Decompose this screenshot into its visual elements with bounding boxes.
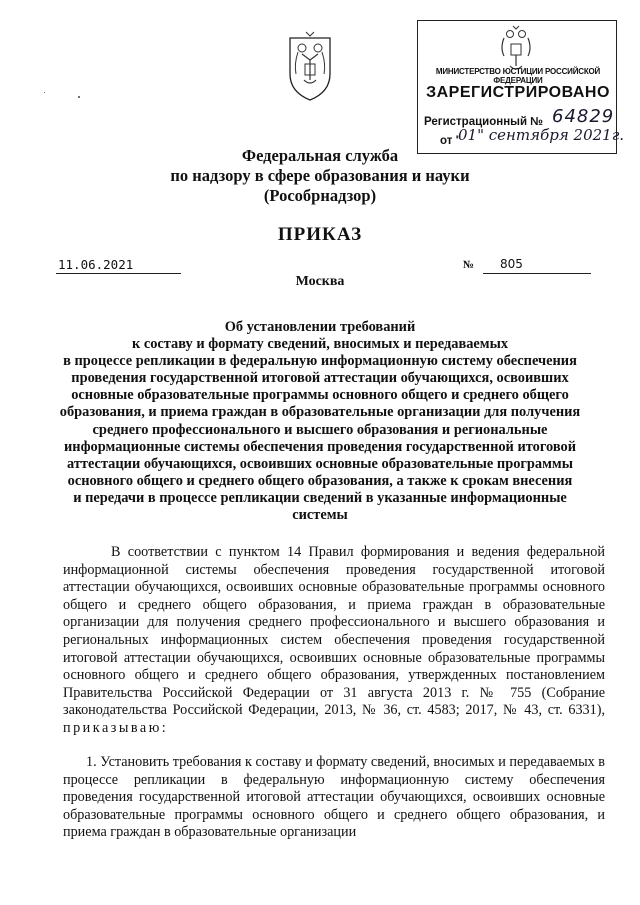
agency-header bbox=[0, 146, 640, 206]
scan-speck bbox=[44, 92, 45, 93]
scan-speck bbox=[78, 96, 80, 98]
subject-line: основные образовательные программы основного общего и среднего общего bbox=[71, 387, 569, 404]
stamp-ministry-name: МИНИСТЕРСТВО ЮСТИЦИИ РОССИЙСКОЙ ФЕДЕРАЦИИ bbox=[435, 67, 601, 85]
agency-line-2: по надзору в сфере образования и науки bbox=[170, 166, 470, 185]
order-date-field bbox=[56, 257, 181, 274]
subject-line: образования, и приема граждан в образовательные организации для получения bbox=[59, 404, 581, 421]
order-number: 805 bbox=[500, 257, 523, 271]
subject-line: системы bbox=[292, 507, 348, 524]
subject-line: проведения государственной итоговой аттестации обучающихся, освоивших bbox=[71, 370, 569, 387]
stamp-date-label: от " bbox=[440, 135, 462, 147]
coat-of-arms-emblem bbox=[284, 30, 336, 102]
order-subject bbox=[40, 319, 600, 524]
subject-line: аттестации обучающихся, освоивших основные образовательные программы bbox=[67, 455, 573, 472]
order-date: 11.06.2021 bbox=[58, 257, 134, 272]
subject-line: в процессе репликации в федеральную информационную систему обеспечения bbox=[63, 353, 577, 370]
subject-line: и передачи в процессе репликации сведений в указанные информационные bbox=[73, 489, 567, 506]
subject-line: основного общего и среднего общего образования, а также к срокам внесения bbox=[67, 472, 573, 489]
preamble-text: В соответствии с пунктом 14 Правил формирования и ведения федеральной информационной системы обеспечения проведения государственной итоговой аттестации обучающихся, освоивших основные образовательные программы основного общего и среднего общего образования, и приема граждан в образовательные организации для получения среднего профессионального и высшего образования и региональных информационных систем обеспечения проведения государственной итоговой аттестации обучающихся, освоивших основные образовательные программы основного общего и среднего общего образования, утвержденных постановлением Правительства Российской Федерации от 31 августа 2013 г. № 755 (Собрание законодательства Российской Федерации, 2013, № 36, ст. 4583; 2017, № 43, ст. 6331), bbox=[63, 544, 605, 719]
preamble-paragraph bbox=[63, 544, 605, 738]
order-directive: приказываю: bbox=[63, 719, 169, 736]
subject-line: среднего профессионального и высшего образования и региональные bbox=[92, 421, 548, 438]
subject-line: информационные системы обеспечения проведения государственной итоговой bbox=[64, 438, 576, 455]
stamp-registered: ЗАРЕГИСТРИРОВАНО bbox=[426, 84, 610, 101]
city: Москва bbox=[295, 274, 345, 289]
agency-line-1: Федеральная служба bbox=[241, 146, 399, 165]
subject-line: Об установлении требований bbox=[224, 319, 416, 335]
order-title: ПРИКАЗ bbox=[277, 224, 363, 245]
stamp-regno-value: 64829 bbox=[552, 106, 615, 127]
clause-1-paragraph: 1. Установить требования к составу и формату сведений, вносимых и передаваемых в процессе репликации в федеральную информационную систему обеспечения проведения государственной итоговой аттестации обучающихся, освоивших основные образовательные программы основного общего и среднего общего образования, и приема граждан в образовательные организации bbox=[63, 754, 605, 841]
order-number-field bbox=[483, 257, 591, 274]
order-number-label: № bbox=[463, 259, 475, 271]
agency-line-3: (Рособрнадзор) bbox=[263, 186, 377, 205]
stamp-date-value: 01" сентября 2021г. bbox=[458, 126, 625, 144]
stamp-regno-label: Регистрационный № bbox=[424, 116, 544, 128]
subject-line: к составу и формату сведений, вносимых и передаваемых bbox=[131, 336, 509, 353]
